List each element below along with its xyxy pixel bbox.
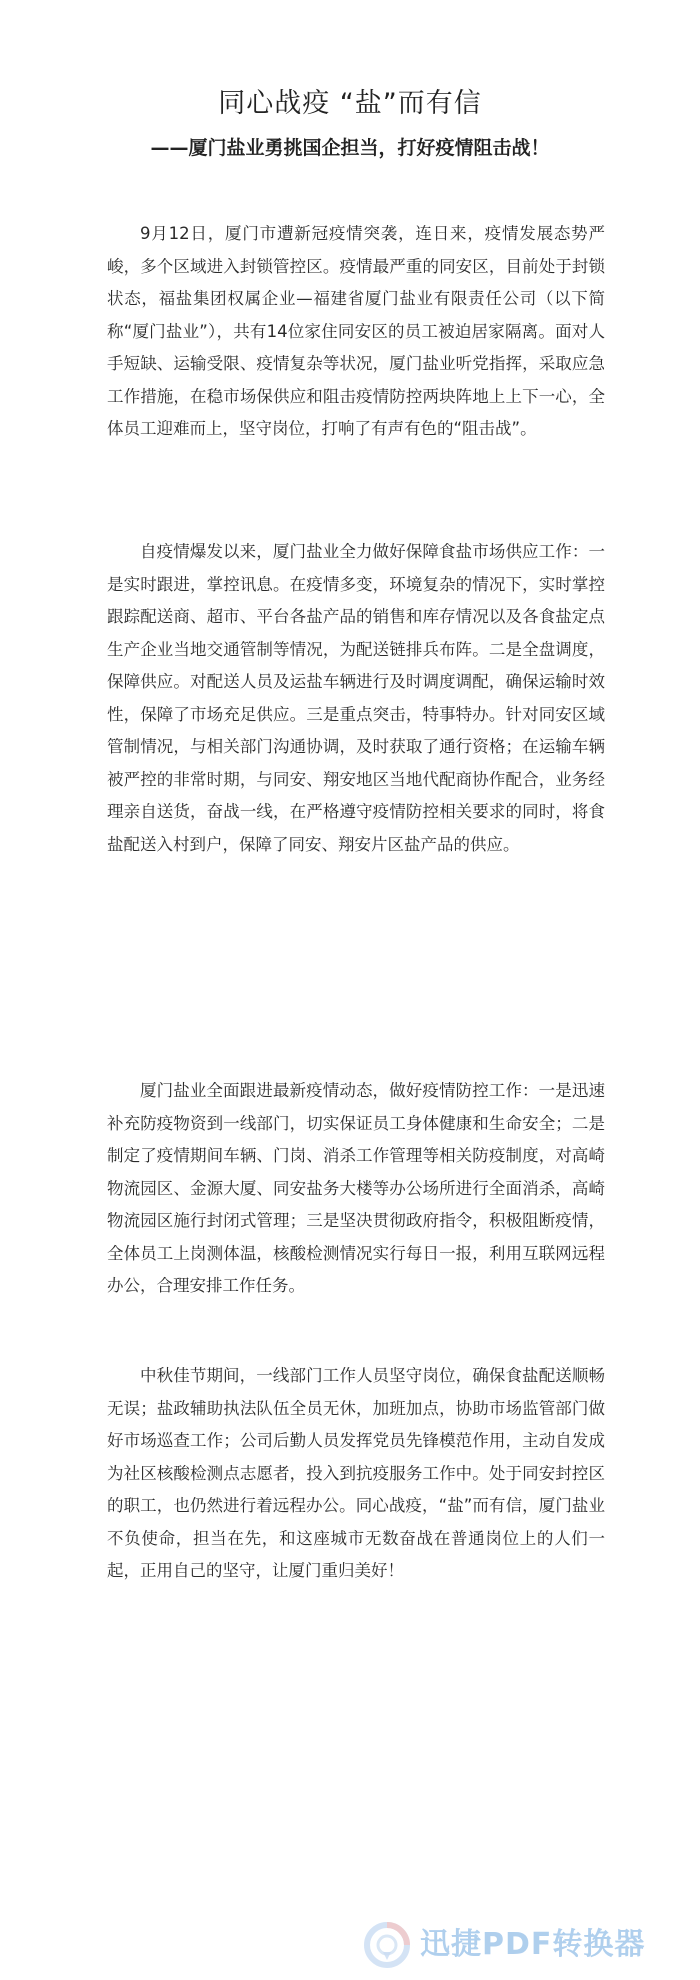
pdf-converter-logo-icon [362,1920,412,1970]
paragraph-4: 中秋佳节期间，一线部门工作人员坚守岗位，确保食盐配送顺畅无误；盐政辅助执法队伍全员无休，加班加点，协助市场监管部门做好市场巡查工作；公司后勤人员发挥党员先锋模范作用，主动自发成为社区核酸检测点志愿者，投入到抗疫服务工作中。处于同安封控区的职工，也仍然进行着远程办公。同心战疫，“盐”而有信，厦门盐业不负使命，担当在先，和这座城市无数奋战在普通岗位上的人们一起，正用自己的坚守，让厦门重归美好！ [107,1366,605,1580]
paragraph-2: 自疫情爆发以来，厦门盐业全力做好保障食盐市场供应工作：一是实时跟进，掌控讯息。在疫情多变，环境复杂的情况下，实时掌控跟踪配送商、超市、平台各盐产品的销售和库存情况以及各食盐定点生产企业当地交通管制等情况，为配送链排兵布阵。二是全盘调度，保障供应。对配送人员及运盐车辆进行及时调度调配，确保运输时效性，保障了市场充足供应。三是重点突击，特事特办。针对同安区域管制情况，与相关部门沟通协调，及时获取了通行资格；在运输车辆被严控的非常时期，与同安、翔安地区当地代配商协作配合，业务经理亲自送货，奋战一线，在严格遵守疫情防控相关要求的同时，将食盐配送入村到户，保障了同安、翔安片区盐产品的供应。 [107,542,605,854]
watermark [362,1920,698,1970]
article-subtitle: ——厦门盐业勇挑国企担当，打好疫情阻击战！ [150,137,550,159]
paragraph-1: 9月12日，厦门市遭新冠疫情突袭，连日来，疫情发展态势严峻，多个区域进入封锁管控区。疫情最严重的同安区，目前处于封锁状态，福盐集团权属企业—福建省厦门盐业有限责任公司（以下简称“厦门盐业”），共有14位家住同安区的员工被迫居家隔离。面对人手短缺、运输受限、疫情复杂等状况，厦门盐业听党指挥，采取应急工作措施，在稳市场保供应和阻击疫情防控两块阵地上上下一心，全体员工迎难而上，坚守岗位，打响了有声有色的“阻击战”。 [107,224,605,438]
watermark-text: 迅捷PDF转换器 [420,1927,646,1962]
article-title: 同心战疫 “盐”而有信 [218,88,482,119]
paragraph-3: 厦门盐业全面跟进最新疫情动态，做好疫情防控工作：一是迅速补充防疫物资到一线部门，切实保证员工身体健康和生命安全；二是制定了疫情期间车辆、门岗、消杀工作管理等相关防疫制度，对高崎物流园区、金源大厦、同安盐务大楼等办公场所进行全面消杀，高崎物流园区施行封闭式管理；三是坚决贯彻政府指令，积极阻断疫情，全体员工上岗测体温，核酸检测情况实行每日一报，利用互联网远程办公，合理安排工作任务。 [107,1081,605,1295]
